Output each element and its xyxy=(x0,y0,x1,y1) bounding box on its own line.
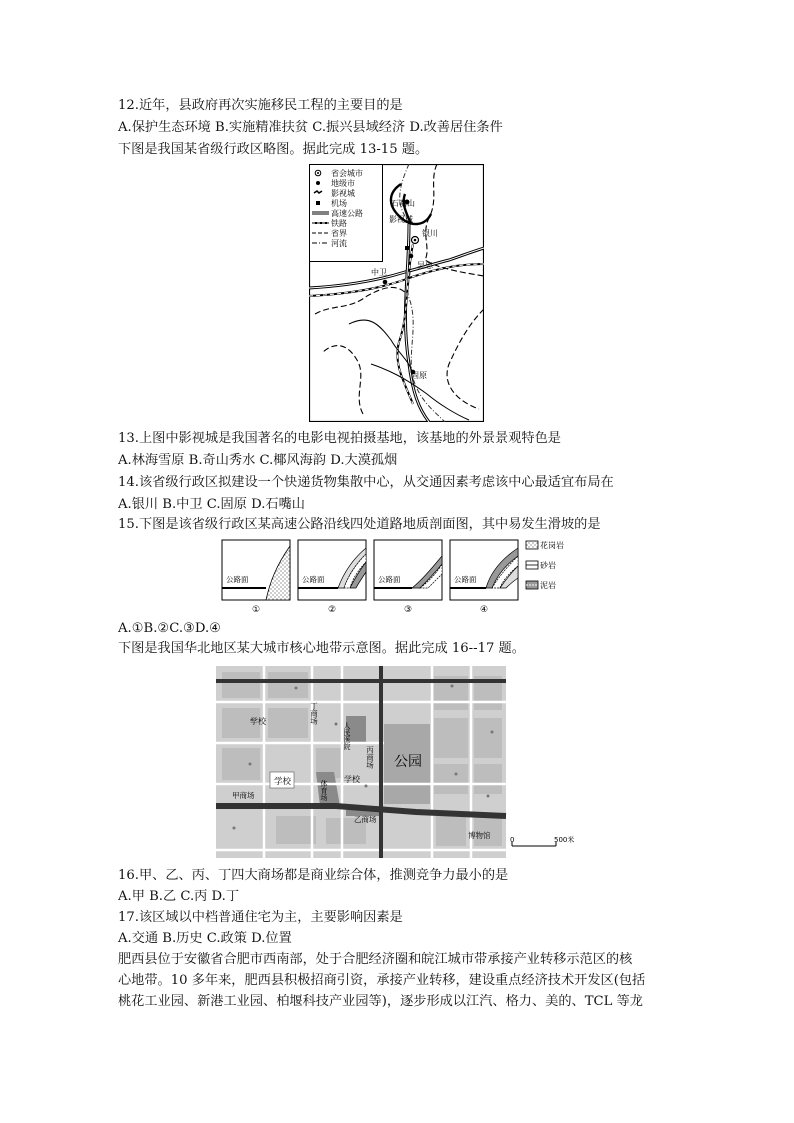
road-label-2: 公路面 xyxy=(302,575,325,584)
question-12-options: A.保护生态环境 B.实施精准扶贫 C.振兴县域经济 D.改善居住条件 xyxy=(118,120,503,135)
panel-number-4: ④ xyxy=(480,605,489,615)
label-zhongwei: 中卫 xyxy=(371,268,387,277)
label-yinchuan: 银川 xyxy=(422,229,438,238)
city-core-map xyxy=(216,666,588,858)
legend-highway: 高速公路 xyxy=(331,209,363,218)
road-label-4: 公路面 xyxy=(454,575,477,584)
label-bing-mall: 丙商场 xyxy=(365,746,375,769)
label-ding-mall: 丁商场 xyxy=(309,702,319,725)
label-hospital: 人民医院 xyxy=(343,722,351,750)
legend-prefecture-city: 地级市 xyxy=(331,179,355,188)
scale-end: 500米 xyxy=(554,836,575,844)
panel-number-1: ① xyxy=(252,605,261,615)
legend-film-studio: 影视城 xyxy=(331,189,355,198)
question-13: 13.上图中影视城是我国著名的电影电视拍摄基地，该基地的外景景观特色是 xyxy=(118,431,561,446)
geological-sections xyxy=(220,538,582,616)
label-school-1: 学校 xyxy=(274,777,292,787)
passage-line-1: 肥西县位于安徽省合肥市西南部，处于合肥经济圈和皖江城市带承接产业转移示范区的核 xyxy=(118,952,633,967)
label-yi-mall: 乙商场 xyxy=(354,815,377,824)
question-15: 15.下图是该省级行政区某高速公路沿线四处道路地质剖面图，其中易发生滑坡的是 xyxy=(118,517,601,532)
label-shizuishan: 石嘴山 xyxy=(391,199,415,208)
label-school-2: 学校 xyxy=(250,717,266,726)
passage-line-2: 心地带。10 多年来，肥西县积极招商引资，承接产业转移，建设重点经济技术开发区(包括 xyxy=(118,973,646,988)
legend-sandstone: 砂岩 xyxy=(540,561,556,570)
label-guyuan: 固原 xyxy=(411,371,427,380)
label-museum: 博物馆 xyxy=(468,831,491,840)
passage-line-3: 桃花工业园、新港工业园、柏堰科技产业园等)，逐步形成以江汽、格力、美的、TCL 等龙 xyxy=(118,994,643,1009)
label-school-3: 学校 xyxy=(344,775,360,784)
question-14: 14.该省级行政区拟建设一个快递货物集散中心，从交通因素考虑该中心最适宜布局在 xyxy=(118,475,614,490)
question-12: 12.近年，县政府再次实施移民工程的主要目的是 xyxy=(118,98,403,113)
legend-railway: 铁路 xyxy=(331,219,347,228)
question-16: 16.甲、乙、丙、丁四大商场都是商业综合体，推测竞争力最小的是 xyxy=(118,868,509,883)
question-17: 17.该区域以中档普通住宅为主，主要影响因素是 xyxy=(118,910,403,925)
label-stadium: 体育场 xyxy=(320,780,328,801)
intro-16-17: 下图是我国华北地区某大城市核心地带示意图。据此完成 16--17 题。 xyxy=(118,641,525,656)
panel-number-2: ② xyxy=(328,605,337,615)
question-13-options: A.林海雪原 B.奇山秀水 C.椰风海韵 D.大漠孤烟 xyxy=(118,453,398,468)
intro-13-15: 下图是我国某省级行政区略图。据此完成 13-15 题。 xyxy=(118,142,429,157)
road-label-1: 公路面 xyxy=(226,575,249,584)
scale-zero: 0 xyxy=(510,836,515,844)
legend-province-border: 省界 xyxy=(331,229,347,238)
legend-river: 河流 xyxy=(331,239,347,248)
road-label-3: 公路面 xyxy=(378,575,401,584)
legend-granite: 花岗岩 xyxy=(540,541,564,550)
label-wuzhong: 吴忠 xyxy=(417,261,433,270)
question-15-options: A.①B.②C.③D.④ xyxy=(118,621,221,636)
label-jia-mall: 甲商场 xyxy=(232,791,255,800)
legend-provincial-capital: 省会城市 xyxy=(331,169,363,178)
question-17-options: A.交通 B.历史 C.政策 D.位置 xyxy=(118,931,292,946)
province-map xyxy=(309,164,484,422)
question-14-options: A.银川 B.中卫 C.固原 D.石嘴山 xyxy=(118,497,305,512)
label-park: 公园 xyxy=(394,754,422,770)
legend-airport: 机场 xyxy=(331,199,347,208)
panel-number-3: ③ xyxy=(404,605,413,615)
question-16-options: A.甲 B.乙 C.丙 D.丁 xyxy=(118,889,240,904)
label-yingshicheng: 影视城 xyxy=(389,215,413,224)
legend-mudstone: 泥岩 xyxy=(540,581,556,590)
